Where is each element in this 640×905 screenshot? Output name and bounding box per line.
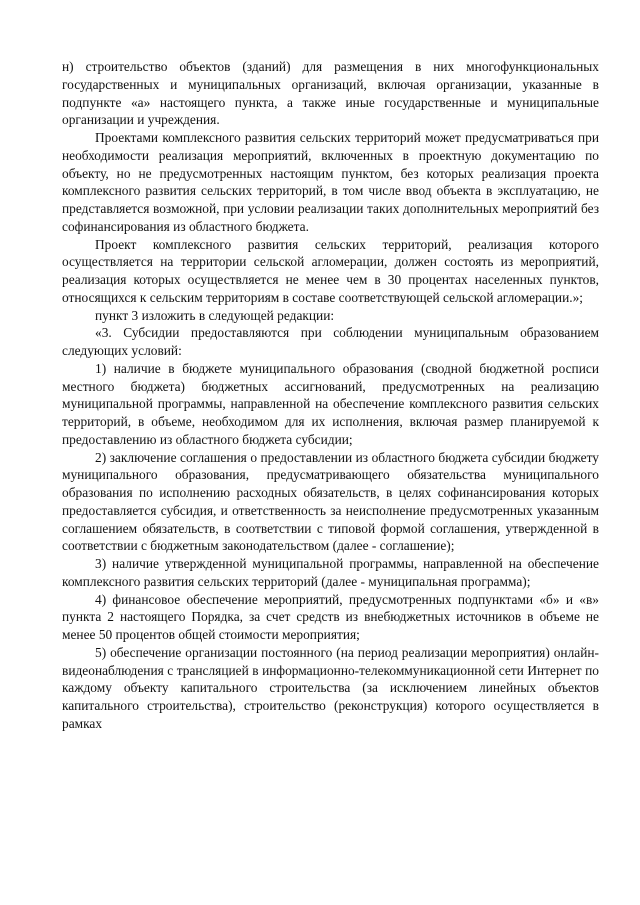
paragraph-n-construction: н) строительство объектов (зданий) для размещения в них многофункциональных государственных и муниципальных организаций, включая организации, указанные в подпункте «а» настоящего пункта, а также иные государственные и муниципальные организации и учреждения. [62,59,599,128]
paragraph-agglomeration-project: Проект комплексного развития сельских территорий, реализация которого осуществляется на территории сельской агломерации, должен состоять из мероприятий, реализация которых осуществляется не менее чем в 30 процентах населенных пунктов, относящихся к сельским территориям в составе соответствующей сельской агломерации.»; [62,236,599,305]
paragraph-condition-3: 3) наличие утвержденной муниципальной программы, направленной на обеспечение комплексного развития сельских территорий (далее - муниципальная программа); [62,556,599,589]
paragraph-item-3-conditions: «3. Субсидии предоставляются при соблюдении муниципальным образованием следующих условий: [62,325,599,358]
paragraph-condition-5: 5) обеспечение организации постоянного (на период реализации мероприятия) онлайн-видеонаблюдения с трансляцией в информационно-телекоммуникационной сети Интернет по каждому объекту капитального строительства (за исключением линейных объектов капитального строительства), строительство (реконструкция) которого осуществляется в рамках [62,644,599,731]
paragraph-projects-may-include: Проектами комплексного развития сельских территорий может предусматриваться при необходимости реализация мероприятий, включенных в проектную документацию по объекту, но не предусмотренных настоящим пунктом, без которых реализация проекта комплексного развития сельских территорий, в том числе ввод объекта в эксплуатацию, не представляется возможной, при условии реализации таких дополнительных мероприятий без софинансирования из областного бюджета. [62,130,599,234]
paragraph-amend-item-3: пункт 3 изложить в следующей редакции: [95,307,335,323]
document-page [62,58,599,733]
paragraph-condition-4: 4) финансовое обеспечение мероприятий, предусмотренных подпунктами «б» и «в» пункта 2 настоящего Порядка, за счет средств из внебюджетных источников в объеме не менее 50 процентов общей стоимости мероприятия; [62,591,599,642]
paragraph-condition-2: 2) заключение соглашения о предоставлении из областного бюджета субсидии бюджету муниципального образования, предусматривающего обязательства муниципального образования по исполнению расходных обязательств, в целях софинансирования которых предоставляется субсидия, и ответственность за неисполнение предусмотренных указанным соглашением обязательств, в соответствии с типовой формой соглашения, утвержденной в соответствии с бюджетным законодательством (далее - соглашение); [62,449,599,554]
paragraph-condition-1: 1) наличие в бюджете муниципального образования (сводной бюджетной росписи местного бюджета) бюджетных ассигнований, предусмотренных на реализацию муниципальной программы, направленной на обеспечение комплексного развития сельских территорий, в объеме, необходимом для их исполнения, включая размер планируемой к предоставлению из областного бюджета субсидии; [62,360,599,447]
